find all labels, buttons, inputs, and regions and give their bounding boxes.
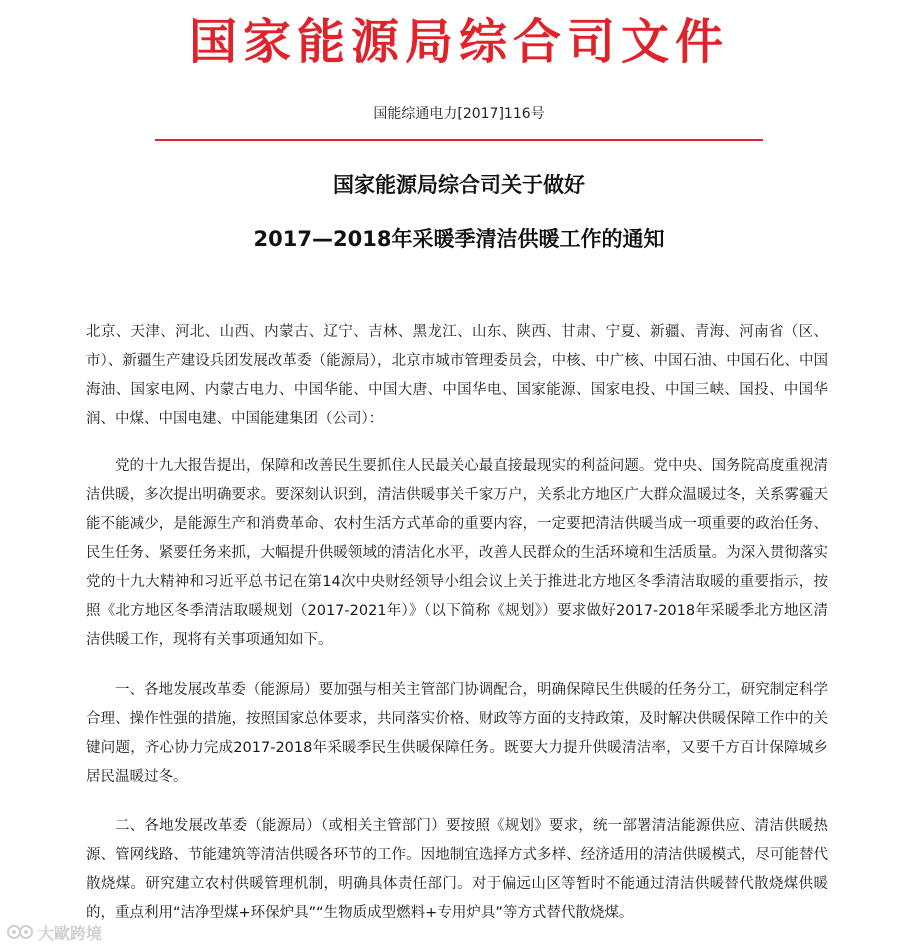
document-header-title: 国家能源局综合司文件 [188,14,729,70]
owl-logo-icon [6,922,34,942]
red-divider-line [155,139,763,141]
body-paragraph-2: 一、各地发展改革委（能源局）要加强与相关主管部门协调配合，明确保障民生供暖的任务分工，研究制定科学合理、操作性强的措施，按照国家总体要求，共同落实价格、财政等方面的支持政策，及时解决供暖保障工作中的关键问题，齐心协力完成2017-2018年采暖季民生供暖保障任务。既要大力提升供暖清洁率，又要千方百计保障城乡居民温暖过冬。 [86,682,828,785]
document-number: 国能综通电力[2017]116号 [373,106,545,122]
body-paragraph-3: 二、各地发展改革委（能源局）（或相关主管部门）要按照《规划》要求，统一部署清洁能源供应、清洁供暖热源、管网线路、节能建筑等清洁供暖各环节的工作。因地制宜选择方式多样、经济适用的清洁供暖模式，尽可能替代散烧煤。研究建立农村供暖管理机制，明确具体责任部门。对于偏远山区等暂时不能通过清洁供暖替代散烧煤供暖的，重点利用“洁净型煤+环保炉具”“生物质成型燃料+专用炉具”等方式替代散烧煤。 [86,818,828,921]
notice-title-line-1: 国家能源局综合司关于做好 [333,173,585,197]
watermark [6,920,102,944]
body-paragraph-1: 党的十九大报告提出，保障和改善民生要抓住人民最关心最直接最现实的利益问题。党中央、国务院高度重视清洁供暖，多次提出明确要求。要深刻认识到，清洁供暖事关千家万户，关系北方地区广大群众温暖过冬，关系雾霾天能不能减少，是能源生产和消费革命、农村生活方式革命的重要内容，一定要把清洁供暖当成一项重要的政治任务、民生任务、紧要任务来抓，大幅提升供暖领域的清洁化水平，改善人民群众的生活环境和生活质量。为深入贯彻落实党的十九大精神和习近平总书记在第14次中央财经领导小组会议上关于推进北方地区冬季清洁取暖的重要指示，按照《北方地区冬季清洁取暖规划（2017-2021年）》（以下简称《规划》）要求做好2017-2018年采暖季北方地区清洁供暖工作，现将有关事项通知如下。 [86,458,828,648]
notice-title-line-2: 2017—2018年采暖季清洁供暖工作的通知 [253,227,665,251]
addressees-paragraph: 北京、天津、河北、山西、内蒙古、辽宁、吉林、黑龙江、山东、陕西、甘肃、宁夏、新疆、青海、河南省（区、市）、新疆生产建设兵团发展改革委（能源局），北京市城市管理委员会，中核、中广核、中国石油、中国石化、中国海油、国家电网、内蒙古电力、中国华能、中国大唐、中国华电、国家能源、国家电投、中国三峡、国投、中国华润、中煤、中国电建、中国能建集团（公司）： [86,324,828,427]
watermark-text: 大歐跨境 [38,923,103,943]
